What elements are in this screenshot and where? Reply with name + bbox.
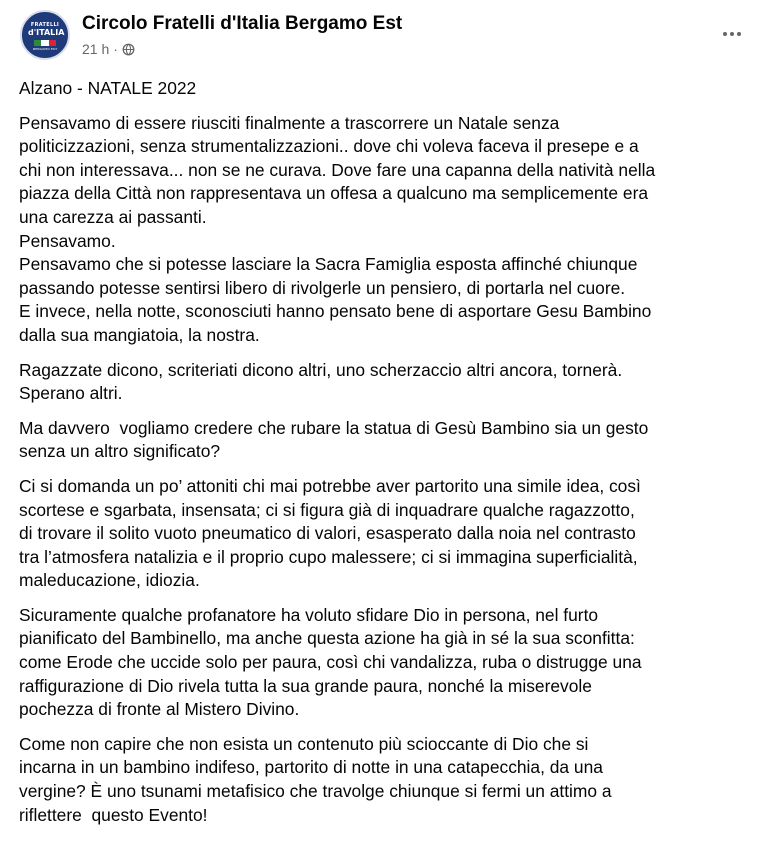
post-text-line: Sicuramente qualche profanatore ha voluto sfidare Dio in persona, nel furto xyxy=(19,604,599,625)
post-paragraph xyxy=(19,604,757,722)
avatar[interactable] xyxy=(20,10,70,60)
post-text-line: riflettere questo Evento! xyxy=(19,804,208,825)
avatar-text-bottom: BERGAMO EST xyxy=(32,47,58,51)
post-meta xyxy=(82,40,135,58)
post-text-line: piazza della Città non rappresentava un offesa a qualcuno ma semplicemente era xyxy=(19,183,649,204)
post-text-line: una carezza ai passanti. xyxy=(19,206,207,227)
post-text-line: politicizzazioni, senza strumentalizzazioni.. dove chi voleva faceva il presepe e a xyxy=(19,136,639,157)
post-text-line: passando potesse sentirsi libero di rivolgerle un pensiero, di portarla nel cuore. xyxy=(19,277,626,298)
post-text-line: vergine? È uno tsunami metafisico che travolge chiunque si fermi un attimo a xyxy=(19,781,612,802)
post-paragraph xyxy=(19,417,757,464)
post-text-line: raffigurazione di Dio rivela tutta la sua grande paura, nonché la miserevole xyxy=(19,675,592,696)
tricolor-flame-icon xyxy=(34,40,56,46)
avatar-text-top: FRATELLI xyxy=(30,22,60,28)
post-paragraph xyxy=(19,475,757,593)
post-text-line: tra l’atmosfera natalizia e il proprio cupo malessere; ci si immagina superficialità, xyxy=(19,546,638,567)
post-paragraph xyxy=(19,733,757,827)
post-text-line: chi non interessava... non se ne curava. Dove fare una capanna della natività nella xyxy=(19,159,656,180)
globe-icon[interactable] xyxy=(122,43,135,56)
more-options-button[interactable] xyxy=(714,22,750,46)
post-body xyxy=(19,77,757,838)
author-name[interactable]: Circolo Fratelli d'Italia Bergamo Est xyxy=(82,13,403,34)
post-text-line: pianificato del Bambinello, ma anche questa azione ha già in sé la sua sconfitta: xyxy=(19,628,635,649)
post-header xyxy=(20,10,750,62)
post-text-line: Sperano altri. xyxy=(19,383,123,404)
post-text-line: Ragazzate dicono, scriteriati dicono altri, uno scherzaccio altri ancora, tornerà. xyxy=(19,359,623,380)
more-horizontal-icon xyxy=(723,32,741,36)
post-text-line: Pensavamo che si potesse lasciare la Sacra Famiglia esposta affinché chiunque xyxy=(19,254,638,275)
post-text-line: Come non capire che non esista un contenuto più scioccante di Dio che si xyxy=(19,733,589,754)
post-text-line: scortese e sgarbata, insensata; ci si figura già di inquadrare qualche ragazzotto, xyxy=(19,499,635,520)
post-text-line: Alzano - NATALE 2022 xyxy=(19,78,197,98)
post-text-line: Ma davvero vogliamo credere che rubare la statua di Gesù Bambino sia un gesto xyxy=(19,417,649,438)
post-text-line: come Erode che uccide solo per paura, così chi vandalizza, ruba o distrugge una xyxy=(19,652,642,673)
post-text-line: senza un altro significato? xyxy=(19,441,221,462)
post-paragraph xyxy=(19,77,757,101)
post-timestamp[interactable]: 21 h xyxy=(82,41,110,57)
post-text-line: pochezza di fronte al Mistero Divino. xyxy=(19,699,300,720)
post-text-line: incarna in un bambino indifeso, partorito di notte in una catapecchia, da una xyxy=(19,757,603,778)
post-text-line: Pensavamo. xyxy=(19,230,116,251)
post-text-line: Ci si domanda un po’ attoniti chi mai potrebbe aver partorito una simile idea, così xyxy=(19,475,641,496)
post-text-line: E invece, nella notte, sconosciuti hanno pensato bene di asportare Gesu Bambino xyxy=(19,301,652,322)
avatar-text-main: d'ITALIA xyxy=(28,28,65,37)
post-paragraph xyxy=(19,359,757,406)
post-text-line: dalla sua mangiatoia, la nostra. xyxy=(19,324,260,345)
meta-separator: · xyxy=(113,41,118,57)
post-text-line: Pensavamo di essere riusciti finalmente a trascorrere un Natale senza xyxy=(19,112,560,133)
post-text-line: maleducazione, idiozia. xyxy=(19,570,200,591)
post-paragraph xyxy=(19,112,757,348)
post-text-line: di trovare il solito vuoto pneumatico di valori, esasperato dalla noia nel contrasto xyxy=(19,523,636,544)
